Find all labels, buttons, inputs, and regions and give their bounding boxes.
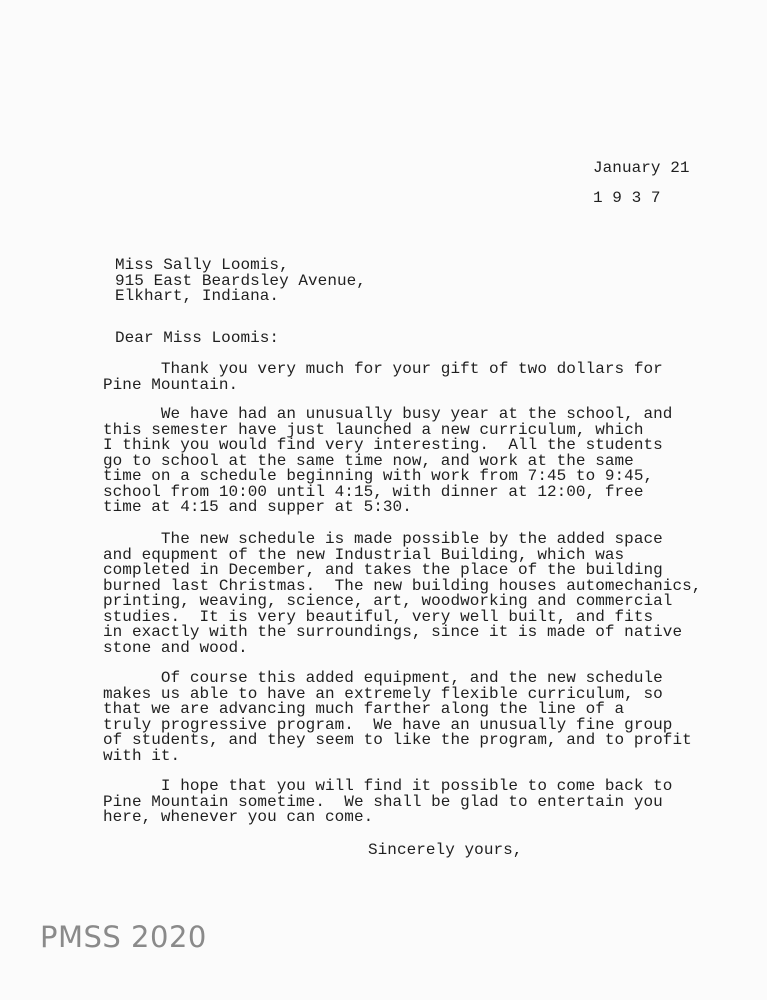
watermark: PMSS 2020 xyxy=(40,920,207,954)
letter-year: 1 9 3 7 xyxy=(593,189,661,207)
paragraph-line: of students, and they seem to like the program, and to profit xyxy=(103,731,692,749)
paragraph-line: school from 10:00 until 4:15, with dinner at 12:00, free xyxy=(103,482,644,501)
paragraph-line: I think you would find very interesting. All the students xyxy=(103,436,663,454)
paragraph-line: Of course this added equipment, and the new schedule xyxy=(103,669,663,687)
paragraph-line: burned last Christmas. The new building houses automechanics, xyxy=(103,576,702,595)
paragraph-line: completed in December, and takes the place of the building xyxy=(103,561,663,579)
address-line: Elkhart, Indiana. xyxy=(115,287,280,305)
paragraph-3 xyxy=(103,532,701,656)
paragraph-line: truly progressive program. We have an unusually fine group xyxy=(103,715,673,734)
recipient-address xyxy=(115,258,366,305)
salutation: Dear Miss Loomis: xyxy=(115,329,280,347)
paragraph-line: studies. It is very beautiful, very well built, and fits xyxy=(103,607,654,626)
paragraph-line: that we are advancing much farther along the line of a xyxy=(103,700,625,718)
paragraph-line: and equpment of the new Industrial Building, which was xyxy=(103,545,625,564)
paragraph-line: We have had an unusually busy year at the school, and xyxy=(103,405,673,423)
paragraph-line: in exactly with the surroundings, since it is made of native xyxy=(103,623,683,641)
paragraph-line: go to school at the same time now, and work at the same xyxy=(103,451,634,470)
paragraph-line: time at 4:15 and supper at 5:30. xyxy=(103,498,412,516)
paragraph-line: Pine Mountain. xyxy=(103,375,239,394)
paragraph-5 xyxy=(103,779,672,826)
address-line: 915 East Beardsley Avenue, xyxy=(115,271,366,290)
paragraph-line: time on a schedule beginning with work from 7:45 to 9:45, xyxy=(103,467,654,485)
paragraph-4 xyxy=(103,671,692,764)
paragraph-line: makes us able to have an extremely flexible curriculum, so xyxy=(103,684,663,703)
paragraph-1 xyxy=(103,362,663,393)
paragraph-line: this semester have just launched a new curriculum, which xyxy=(103,420,644,439)
letter-date: January 21 xyxy=(593,159,690,177)
paragraph-line: here, whenever you can come. xyxy=(103,808,374,826)
paragraph-2 xyxy=(103,407,672,516)
paragraph-line: Pine Mountain sometime. We shall be glad to entertain you xyxy=(103,792,663,811)
address-line: Miss Sally Loomis, xyxy=(115,256,289,274)
paragraph-line: I hope that you will find it possible to come back to xyxy=(103,777,673,795)
paragraph-line: printing, weaving, science, art, woodworking and commercial xyxy=(103,592,673,610)
closing: Sincerely yours, xyxy=(368,841,523,859)
paragraph-line: stone and wood. xyxy=(103,638,248,657)
paragraph-line: Thank you very much for your gift of two dollars for xyxy=(103,360,663,378)
paragraph-line: with it. xyxy=(103,746,181,765)
paragraph-line: The new schedule is made possible by the added space xyxy=(103,530,663,548)
